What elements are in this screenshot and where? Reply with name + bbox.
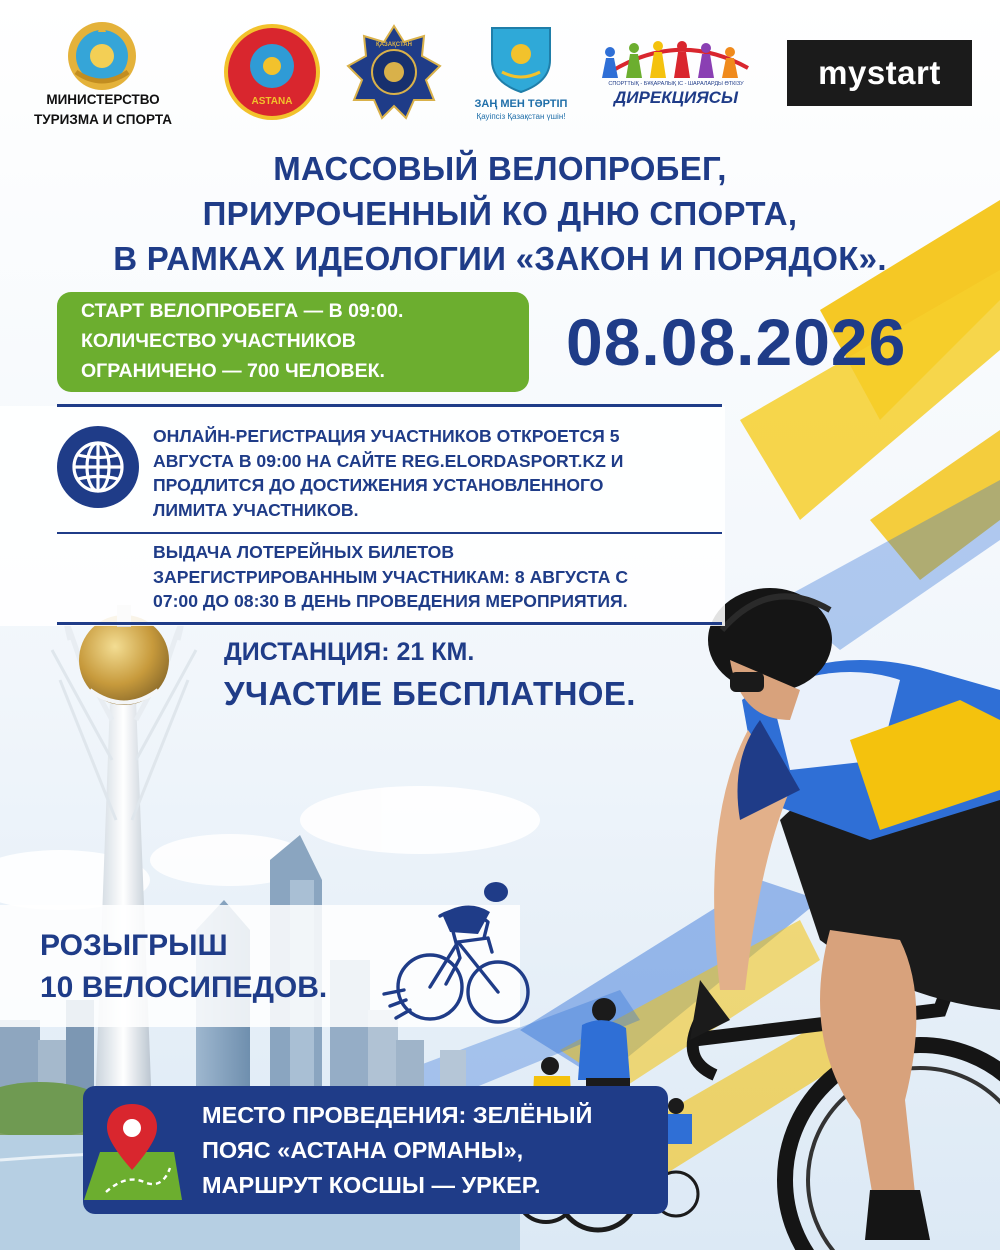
direction-line2: ДИРЕКЦИЯСЫ bbox=[614, 88, 738, 107]
tickets-line3: 07:00 ДО 08:30 В ДЕНЬ ПРОВЕДЕНИЯ МЕРОПРИЯТИЯ. bbox=[153, 591, 628, 612]
ministry-line2: ТУРИЗМА И СПОРТА bbox=[34, 112, 172, 127]
globe-icon bbox=[57, 426, 139, 508]
lottery-line1: РОЗЫГРЫШ bbox=[40, 929, 228, 962]
zan-line2: Қауіпсіз Қазақстан үшін! bbox=[476, 112, 566, 121]
zan-shield-icon bbox=[488, 24, 554, 94]
registration-line2: АВГУСТА В 09:00 НА САЙТЕ REG.ELORDASPORT.KZ И bbox=[153, 450, 624, 471]
venue-line3: МАРШРУТ КОСШЫ — УРКЕР. bbox=[202, 1172, 541, 1198]
venue-line2: ПОЯС «АСТАНА ОРМАНЫ», bbox=[202, 1137, 524, 1163]
start-info-box bbox=[57, 292, 529, 392]
astana-emblem-text: ASTANA bbox=[251, 96, 293, 107]
police-badge-icon bbox=[346, 24, 442, 120]
divider-top bbox=[57, 404, 722, 407]
event-date: 08.08.2026 bbox=[566, 305, 907, 379]
start-line1: СТАРТ ВЕЛОПРОБЕГА — В 09:00. bbox=[81, 300, 404, 322]
distance-text: ДИСТАНЦИЯ: 21 КМ. bbox=[224, 638, 475, 666]
divider-middle bbox=[57, 532, 722, 534]
mystart-logo: mystart bbox=[787, 40, 972, 106]
zan-logo-text bbox=[466, 98, 576, 123]
cyclist-icon bbox=[380, 872, 530, 1032]
title-line2: ПРИУРОЧЕННЫЙ КО ДНЮ СПОРТА, bbox=[202, 195, 798, 232]
police-badge-text: ҚАЗАҚСТАН bbox=[376, 42, 412, 48]
page-title bbox=[20, 146, 980, 281]
venue-text bbox=[202, 1098, 592, 1203]
direction-line1: СПОРТТЫҚ - БҰҚАРАЛЫҚ ІС - ШАРАЛАРДЫ ӨТКІЗУ bbox=[608, 81, 744, 87]
ministry-line1: МИНИСТЕРСТВО bbox=[46, 92, 160, 107]
lottery-text bbox=[40, 925, 327, 1009]
registration-line4: ЛИМИТА УЧАСТНИКОВ. bbox=[153, 500, 359, 521]
map-pin-icon bbox=[78, 1096, 188, 1204]
lottery-line2: 10 ВЕЛОСИПЕДОВ. bbox=[40, 971, 328, 1004]
divider-bottom bbox=[57, 622, 722, 625]
astana-emblem-icon bbox=[222, 22, 322, 122]
registration-line3: ПРОДЛИТСЯ ДО ДОСТИЖЕНИЯ УСТАНОВЛЕННОГО bbox=[153, 475, 604, 496]
title-line1: МАССОВЫЙ ВЕЛОПРОБЕГ, bbox=[273, 150, 727, 187]
direction-logo-text bbox=[590, 80, 762, 108]
registration-line1: ОНЛАЙН-РЕГИСТРАЦИЯ УЧАСТНИКОВ ОТКРОЕТСЯ 5 bbox=[153, 426, 620, 446]
registration-text bbox=[153, 424, 623, 523]
zan-line1: ЗАҢ МЕН ТӘРТІП bbox=[474, 98, 568, 110]
tickets-line1: ВЫДАЧА ЛОТЕРЕЙНЫХ БИЛЕТОВ bbox=[153, 542, 455, 562]
venue-line1: МЕСТО ПРОВЕДЕНИЯ: ЗЕЛЁНЫЙ bbox=[202, 1102, 593, 1128]
state-emblem-icon bbox=[62, 16, 142, 94]
title-line3: В РАМКАХ ИДЕОЛОГИИ «ЗАКОН И ПОРЯДОК». bbox=[113, 240, 887, 277]
tickets-text bbox=[153, 540, 628, 614]
start-line3: ОГРАНИЧЕНО — 700 ЧЕЛОВЕК. bbox=[81, 360, 385, 382]
free-participation-text: УЧАСТИЕ БЕСПЛАТНОЕ. bbox=[224, 675, 636, 712]
start-line2: КОЛИЧЕСТВО УЧАСТНИКОВ bbox=[81, 330, 356, 352]
globe-icon-circle bbox=[57, 426, 139, 508]
tickets-line2: ЗАРЕГИСТРИРОВАННЫМ УЧАСТНИКАМ: 8 АВГУСТА С bbox=[153, 566, 629, 587]
ministry-logo-text bbox=[18, 90, 188, 130]
